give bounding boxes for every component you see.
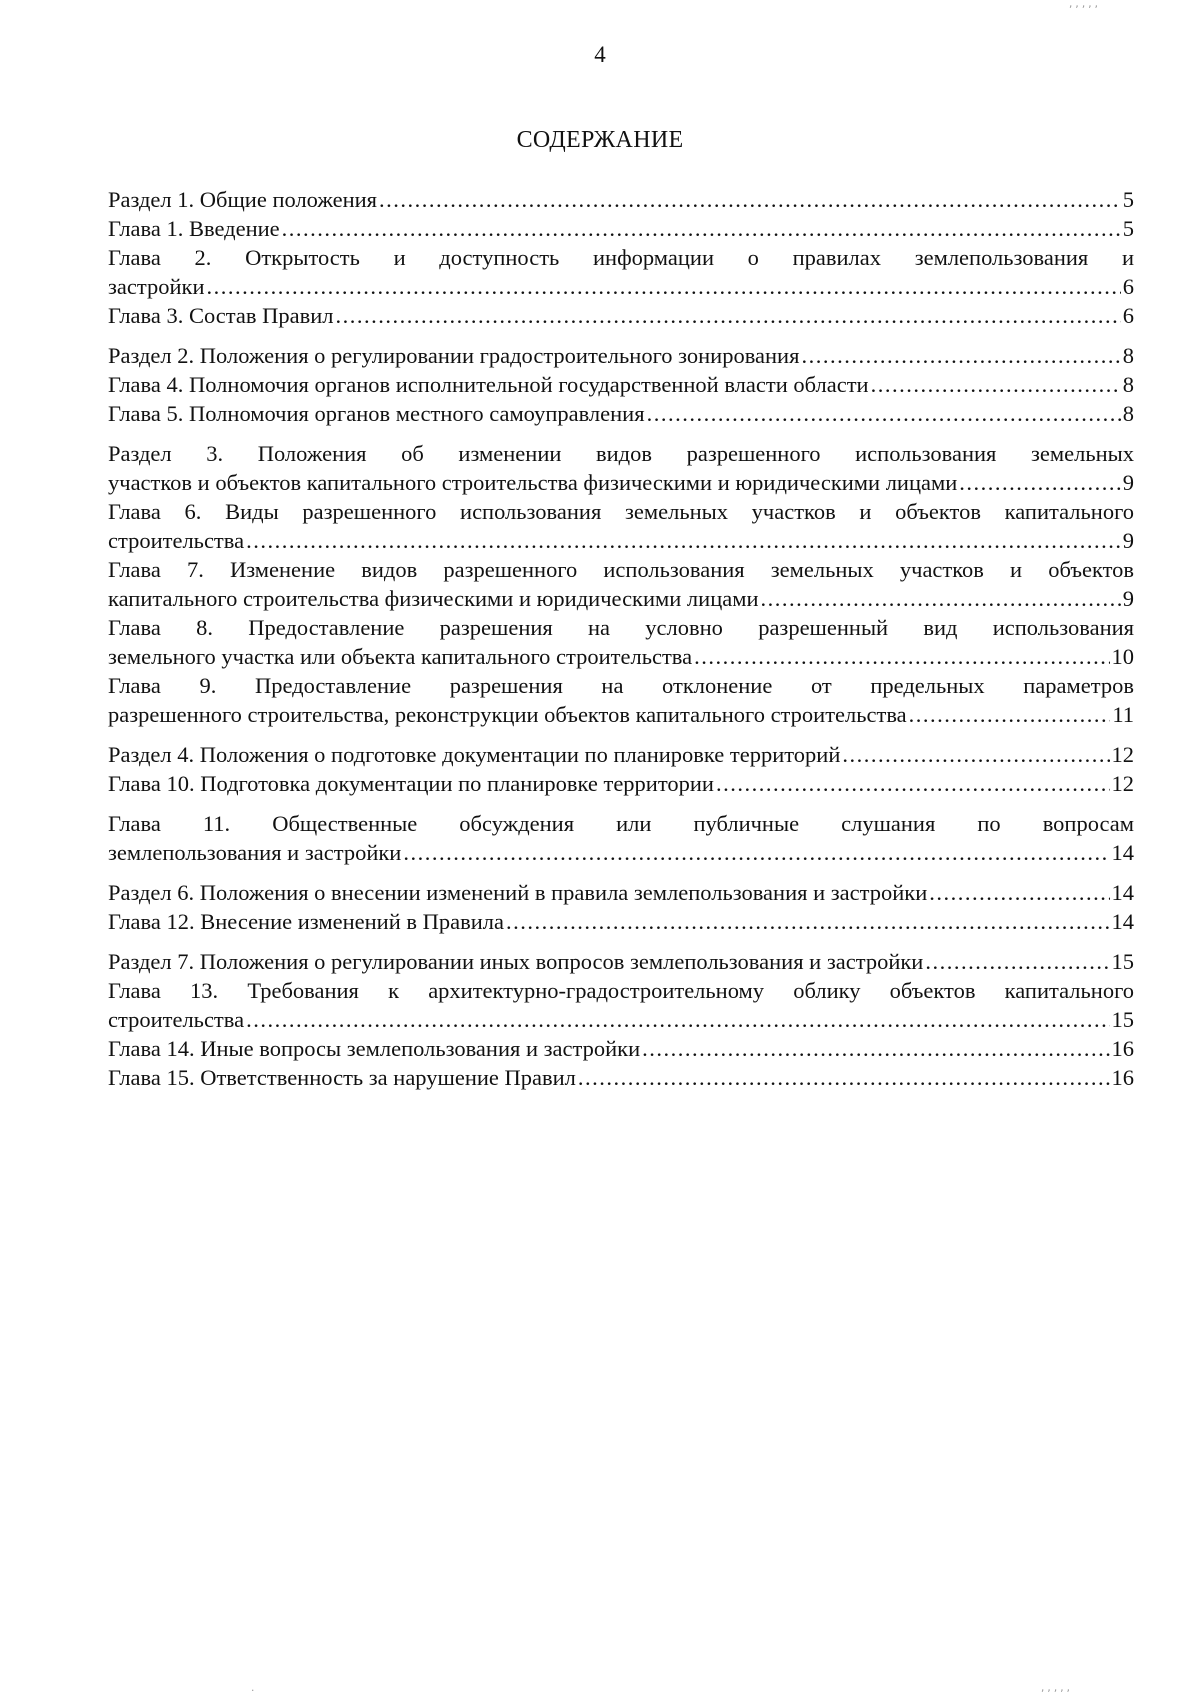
toc-entry-title: Раздел 6. Положения о внесении изменений в правила землепользования и застройки <box>108 880 928 905</box>
toc-entry[interactable] <box>108 1063 1134 1092</box>
scan-edge-mark-bottom-right: ,,,,, <box>1040 1684 1073 1694</box>
toc-entry-title-line: Глава 7. Изменение видов разрешенного использования земельных участков и объектов <box>108 557 1134 582</box>
toc-entry[interactable] <box>108 214 1134 243</box>
toc-page-number: 15 <box>1111 1007 1134 1032</box>
toc-entry-title-line: Глава 13. Требования к архитектурно-градостроительному облику объектов капитального <box>108 978 1134 1003</box>
toc-group <box>108 809 1134 867</box>
dot-leader <box>959 468 1120 497</box>
toc-entry-last-line <box>108 1005 1134 1034</box>
toc-group <box>108 878 1134 936</box>
dot-leader <box>801 341 1120 370</box>
toc-page-number: 8 <box>1122 401 1134 426</box>
toc-entry-last-line <box>108 700 1134 729</box>
dot-leader <box>246 526 1121 555</box>
dot-leader <box>282 214 1121 243</box>
toc-entry-last-line <box>108 272 1134 301</box>
toc-title: СОДЕРЖАНИЕ <box>516 127 684 153</box>
toc-entry-title: Глава 1. Введение <box>108 216 280 241</box>
toc-entry[interactable] <box>108 399 1134 428</box>
toc-page-number: 14 <box>1111 880 1134 905</box>
toc-entry-title-line: Раздел 3. Положения об изменении видов разрешенного использования земельных <box>108 441 1134 466</box>
toc-entry[interactable] <box>108 769 1134 798</box>
dot-leader <box>694 642 1109 671</box>
toc-entry-title: Глава 5. Полномочия органов местного самоуправления <box>108 401 645 426</box>
dot-leader <box>206 272 1120 301</box>
toc-entry[interactable] <box>108 613 1134 671</box>
toc-page-number: 14 <box>1111 909 1134 934</box>
toc-page-number: 11 <box>1112 702 1134 727</box>
toc-entry-title: Глава 14. Иные вопросы землепользования и застройки <box>108 1036 641 1061</box>
toc-page-number: 9 <box>1122 470 1134 495</box>
toc-entry-last-line <box>108 526 1134 555</box>
toc-entry[interactable] <box>108 370 1134 399</box>
toc-page-number: 15 <box>1111 949 1134 974</box>
dot-leader <box>929 878 1109 907</box>
toc-page-number: 10 <box>1111 644 1134 669</box>
toc-entry-title-line: участков и объектов капитального строительства физическими и юридическими лицами <box>108 470 958 495</box>
toc-group <box>108 439 1134 729</box>
toc-entry-title: Глава 3. Состав Правил <box>108 303 334 328</box>
toc-entry[interactable] <box>108 341 1134 370</box>
scan-edge-mark-top: ,,,,, <box>1068 0 1101 10</box>
toc-page-number: 16 <box>1111 1065 1134 1090</box>
dot-leader <box>761 584 1121 613</box>
toc-page-number: 5 <box>1122 216 1134 241</box>
toc-entry[interactable] <box>108 671 1134 729</box>
toc-page-number: 12 <box>1111 771 1134 796</box>
toc-entry[interactable] <box>108 555 1134 613</box>
toc-entry[interactable] <box>108 185 1134 214</box>
toc-entry-title-line: Глава 2. Открытость и доступность информации о правилах землепользования и <box>108 245 1134 270</box>
toc-page-number: 16 <box>1111 1036 1134 1061</box>
toc-entry-title: Глава 15. Ответственность за нарушение Правил <box>108 1065 576 1090</box>
toc-page-number: 9 <box>1122 528 1134 553</box>
toc-entry-title-line: Глава 9. Предоставление разрешения на отклонение от предельных параметров <box>108 673 1134 698</box>
toc-entry[interactable] <box>108 878 1134 907</box>
toc-entry-title-line: Глава 11. Общественные обсуждения или публичные слушания по вопросам <box>108 811 1134 836</box>
toc-page-number: 5 <box>1122 187 1134 212</box>
toc-entry-title-line: застройки <box>108 274 205 299</box>
toc-group <box>108 947 1134 1092</box>
toc-entry-title: Глава 10. Подготовка документации по планировке территории <box>108 771 714 796</box>
toc-entry-last-line <box>108 584 1134 613</box>
toc-entry-title-line: строительства <box>108 528 245 553</box>
toc-entry-last-line <box>108 838 1134 867</box>
toc-entry[interactable] <box>108 439 1134 497</box>
toc-entry-title-line: капитального строительства физическими и юридическими лицами <box>108 586 759 611</box>
toc-entry[interactable] <box>108 947 1134 976</box>
toc-entry-title: Раздел 1. Общие положения <box>108 187 378 212</box>
toc-entry-title: Глава 12. Внесение изменений в Правила <box>108 909 504 934</box>
dot-leader <box>871 370 1121 399</box>
dot-leader <box>246 1005 1109 1034</box>
toc-entry-title: Раздел 2. Положения о регулировании градостроительного зонирования <box>108 343 800 368</box>
toc-entry-title-line: разрешенного строительства, реконструкции объектов капитального строительства <box>108 702 907 727</box>
toc-entry[interactable] <box>108 907 1134 936</box>
toc-entry-title: Раздел 4. Положения о подготовке документации по планировке территорий <box>108 742 841 767</box>
dot-leader <box>642 1034 1109 1063</box>
toc-entry-title: Раздел 7. Положения о регулировании иных вопросов землепользования и застройки <box>108 949 924 974</box>
toc-entry-title-line: Глава 6. Виды разрешенного использования земельных участков и объектов капитального <box>108 499 1134 524</box>
toc-entry[interactable] <box>108 740 1134 769</box>
toc-page-number: 8 <box>1122 343 1134 368</box>
dot-leader <box>647 399 1121 428</box>
toc-page-number: 9 <box>1122 586 1134 611</box>
toc-page-number: 6 <box>1122 303 1134 328</box>
toc-entry-last-line <box>108 468 1134 497</box>
toc-entry[interactable] <box>108 301 1134 330</box>
toc-entry[interactable] <box>108 809 1134 867</box>
dot-leader <box>842 740 1109 769</box>
toc-entry[interactable] <box>108 976 1134 1034</box>
toc-entry-last-line <box>108 642 1134 671</box>
toc-entry-title-line: землепользования и застройки <box>108 840 402 865</box>
toc-entry-title-line: строительства <box>108 1007 245 1032</box>
toc-entry-title-line: земельного участка или объекта капитального строительства <box>108 644 693 669</box>
toc-entry[interactable] <box>108 497 1134 555</box>
toc-entry[interactable] <box>108 243 1134 301</box>
dot-leader <box>336 301 1121 330</box>
dot-leader <box>925 947 1109 976</box>
dot-leader <box>909 700 1111 729</box>
dot-leader <box>403 838 1109 867</box>
toc-page-number: 8 <box>1122 372 1134 397</box>
toc-page-number: 6 <box>1122 274 1134 299</box>
dot-leader <box>578 1063 1110 1092</box>
table-of-contents <box>108 185 1134 1103</box>
toc-entry-title: Глава 4. Полномочия органов исполнительной государственной власти области <box>108 372 869 397</box>
page-number: 4 <box>594 42 606 67</box>
toc-group <box>108 341 1134 428</box>
dot-leader <box>716 769 1110 798</box>
scan-edge-mark-bottom-left: . <box>250 1684 257 1694</box>
toc-group <box>108 740 1134 798</box>
toc-entry[interactable] <box>108 1034 1134 1063</box>
dot-leader <box>379 185 1121 214</box>
toc-group <box>108 185 1134 330</box>
toc-entry-title-line: Глава 8. Предоставление разрешения на условно разрешенный вид использования <box>108 615 1134 640</box>
toc-page-number: 14 <box>1111 840 1134 865</box>
toc-page-number: 12 <box>1111 742 1134 767</box>
dot-leader <box>506 907 1110 936</box>
